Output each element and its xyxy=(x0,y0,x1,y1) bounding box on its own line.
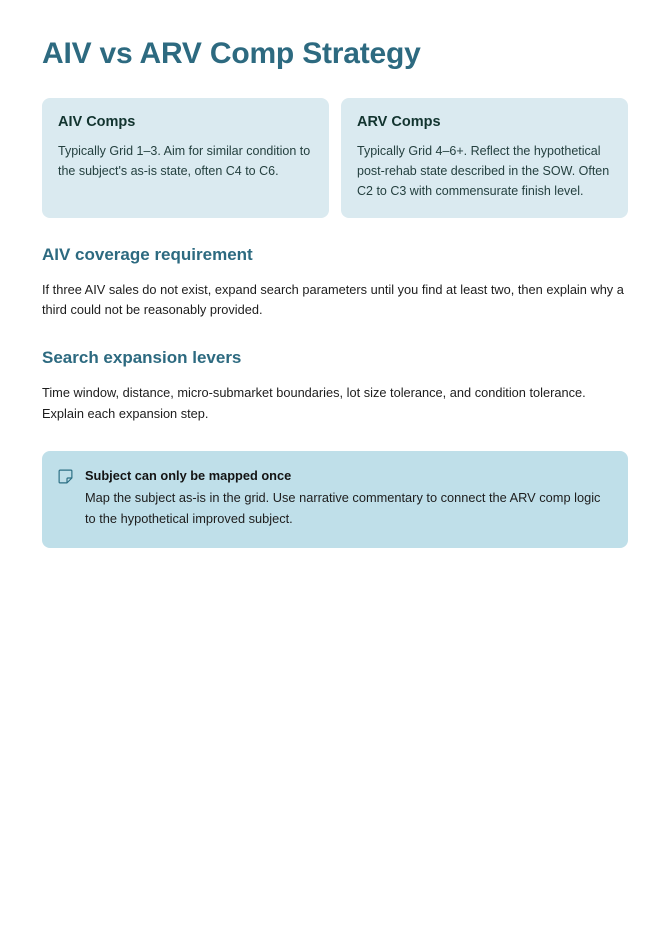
callout-box xyxy=(42,451,628,548)
comp-card-aiv xyxy=(42,98,329,218)
section-heading-search-expansion-levers: Search expansion levers xyxy=(42,348,242,368)
callout-title: Subject can only be mapped once xyxy=(85,467,292,483)
section-paragraph-search-expansion-levers: Time window, distance, micro-submarket boundaries, lot size tolerance, and condition tolerance. Explain each expansion step. xyxy=(42,385,586,421)
comp-card-title: ARV Comps xyxy=(357,114,441,130)
callout-text-group xyxy=(85,467,610,530)
comp-card-body: Typically Grid 1–3. Aim for similar condition to the subject's as-is state, often C4 to C6. xyxy=(58,143,311,179)
comp-card-row xyxy=(42,98,628,218)
comp-card-body: Typically Grid 4–6+. Reflect the hypothetical post-rehab state described in the SOW. Often C2 to C3 with commensurate finish level. xyxy=(357,143,610,199)
section-heading-aiv-coverage-requirement: AIV coverage requirement xyxy=(42,244,253,264)
callout-body: Map the subject as-is in the grid. Use narrative commentary to connect the ARV comp logic to the hypothetical improved subject. xyxy=(85,490,601,526)
section-paragraph-aiv-coverage-requirement: If three AIV sales do not exist, expand search parameters until you find at least two, then explain why a third could not be reasonably provided. xyxy=(42,281,624,318)
comp-card-arv xyxy=(341,98,628,218)
comp-card-title: AIV Comps xyxy=(58,114,136,130)
sticky-note-icon xyxy=(58,469,73,484)
page-title: AIV vs ARV Comp Strategy xyxy=(42,37,421,70)
